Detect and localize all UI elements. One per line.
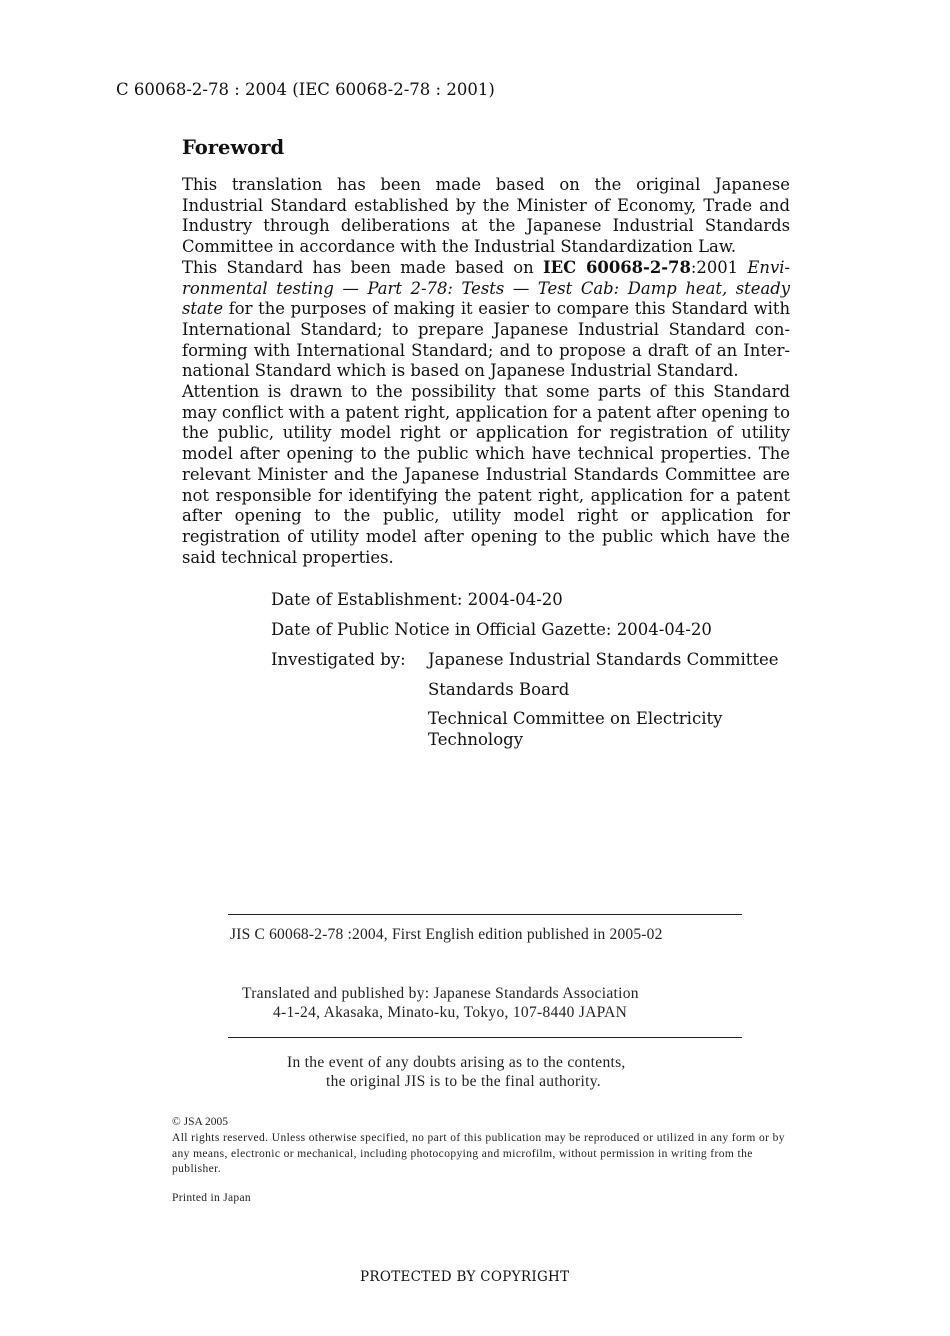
iec-reference-year: :2001 [690, 257, 748, 277]
investigator-3-cont: Technology [428, 730, 524, 749]
printed-in: Printed in Japan [172, 1192, 251, 1204]
divider-top [228, 914, 742, 915]
iec-standard-title: Environmental testing — Part 2-78: Tests — Test Cab: Damp heat, steady state [182, 257, 790, 319]
foreword-paragraph-1: This translation has been made based on the original Japanese Industrial Standard established by the Minister of Economy, Trade and Industry through deliberations at the Japanese Industrial Standards Committee in accordance with the Industrial Standardization Law. [182, 175, 790, 257]
foreword-paragraph-3: Attention is drawn to the possibility that some parts of this Standard may conflict with a patent right, application for a patent after opening to the public, utility model right or application for registration of utility model after opening to the public which have technical properties. The relevant Minister and the Japanese Industrial Standards Committee are not responsible for identifying the patent right, application for a patent after opening to the public, utility model right or application for registration of utility model after opening to the public which have the said technical properties. [182, 382, 790, 567]
copyright-notice: © JSA 2005 [172, 1116, 229, 1128]
investigator-2: Standards Board [428, 680, 570, 699]
publisher-address: 4-1-24, Akasaka, Minato-ku, Tokyo, 107-8440 JAPAN [273, 1004, 628, 1021]
foreword-body [182, 175, 790, 568]
publisher-line-1: Translated and published by: Japanese Standards Association [242, 985, 639, 1002]
authority-note-line-1: In the event of any doubts arising as to the contents, [287, 1054, 626, 1071]
divider-bottom [228, 1037, 742, 1038]
para2-rest: for the purposes of making it easier to compare this Standard with International Standard; to prepare Japanese Industrial Standard conforming with International Standard; and to propose a draft of an International Standard which is based on Japanese Industrial Standard. [182, 299, 790, 381]
edition-statement: JIS C 60068-2-78 :2004, First English edition published in 2005-02 [230, 926, 663, 943]
investigated-by-label: Investigated by: [271, 650, 406, 669]
document-designation: C 60068-2-78 : 2004 (IEC 60068-2-78 : 2001) [116, 80, 495, 99]
foreword-title: Foreword [182, 136, 285, 159]
authority-note-line-2: the original JIS is to be the final authority. [326, 1073, 601, 1090]
protected-by-copyright: PROTECTED BY COPYRIGHT [360, 1269, 570, 1285]
investigator-3: Technical Committee on Electricity [428, 709, 723, 728]
foreword-paragraph-2 [182, 258, 790, 382]
date-of-public-notice: Date of Public Notice in Official Gazette: 2004-04-20 [271, 620, 712, 639]
date-of-establishment: Date of Establishment: 2004-04-20 [271, 590, 563, 609]
investigator-1: Japanese Industrial Standards Committee [428, 650, 779, 669]
iec-reference: IEC 60068-2-78 [543, 257, 691, 277]
para2-lead: This Standard has been made based on [182, 257, 544, 277]
rights-statement: All rights reserved. Unless otherwise specified, no part of this publication may be reproduced or utilized in any form or by any means, electronic or mechanical, including photocopying and microfilm, without permission in writing from the publisher. [172, 1132, 785, 1175]
